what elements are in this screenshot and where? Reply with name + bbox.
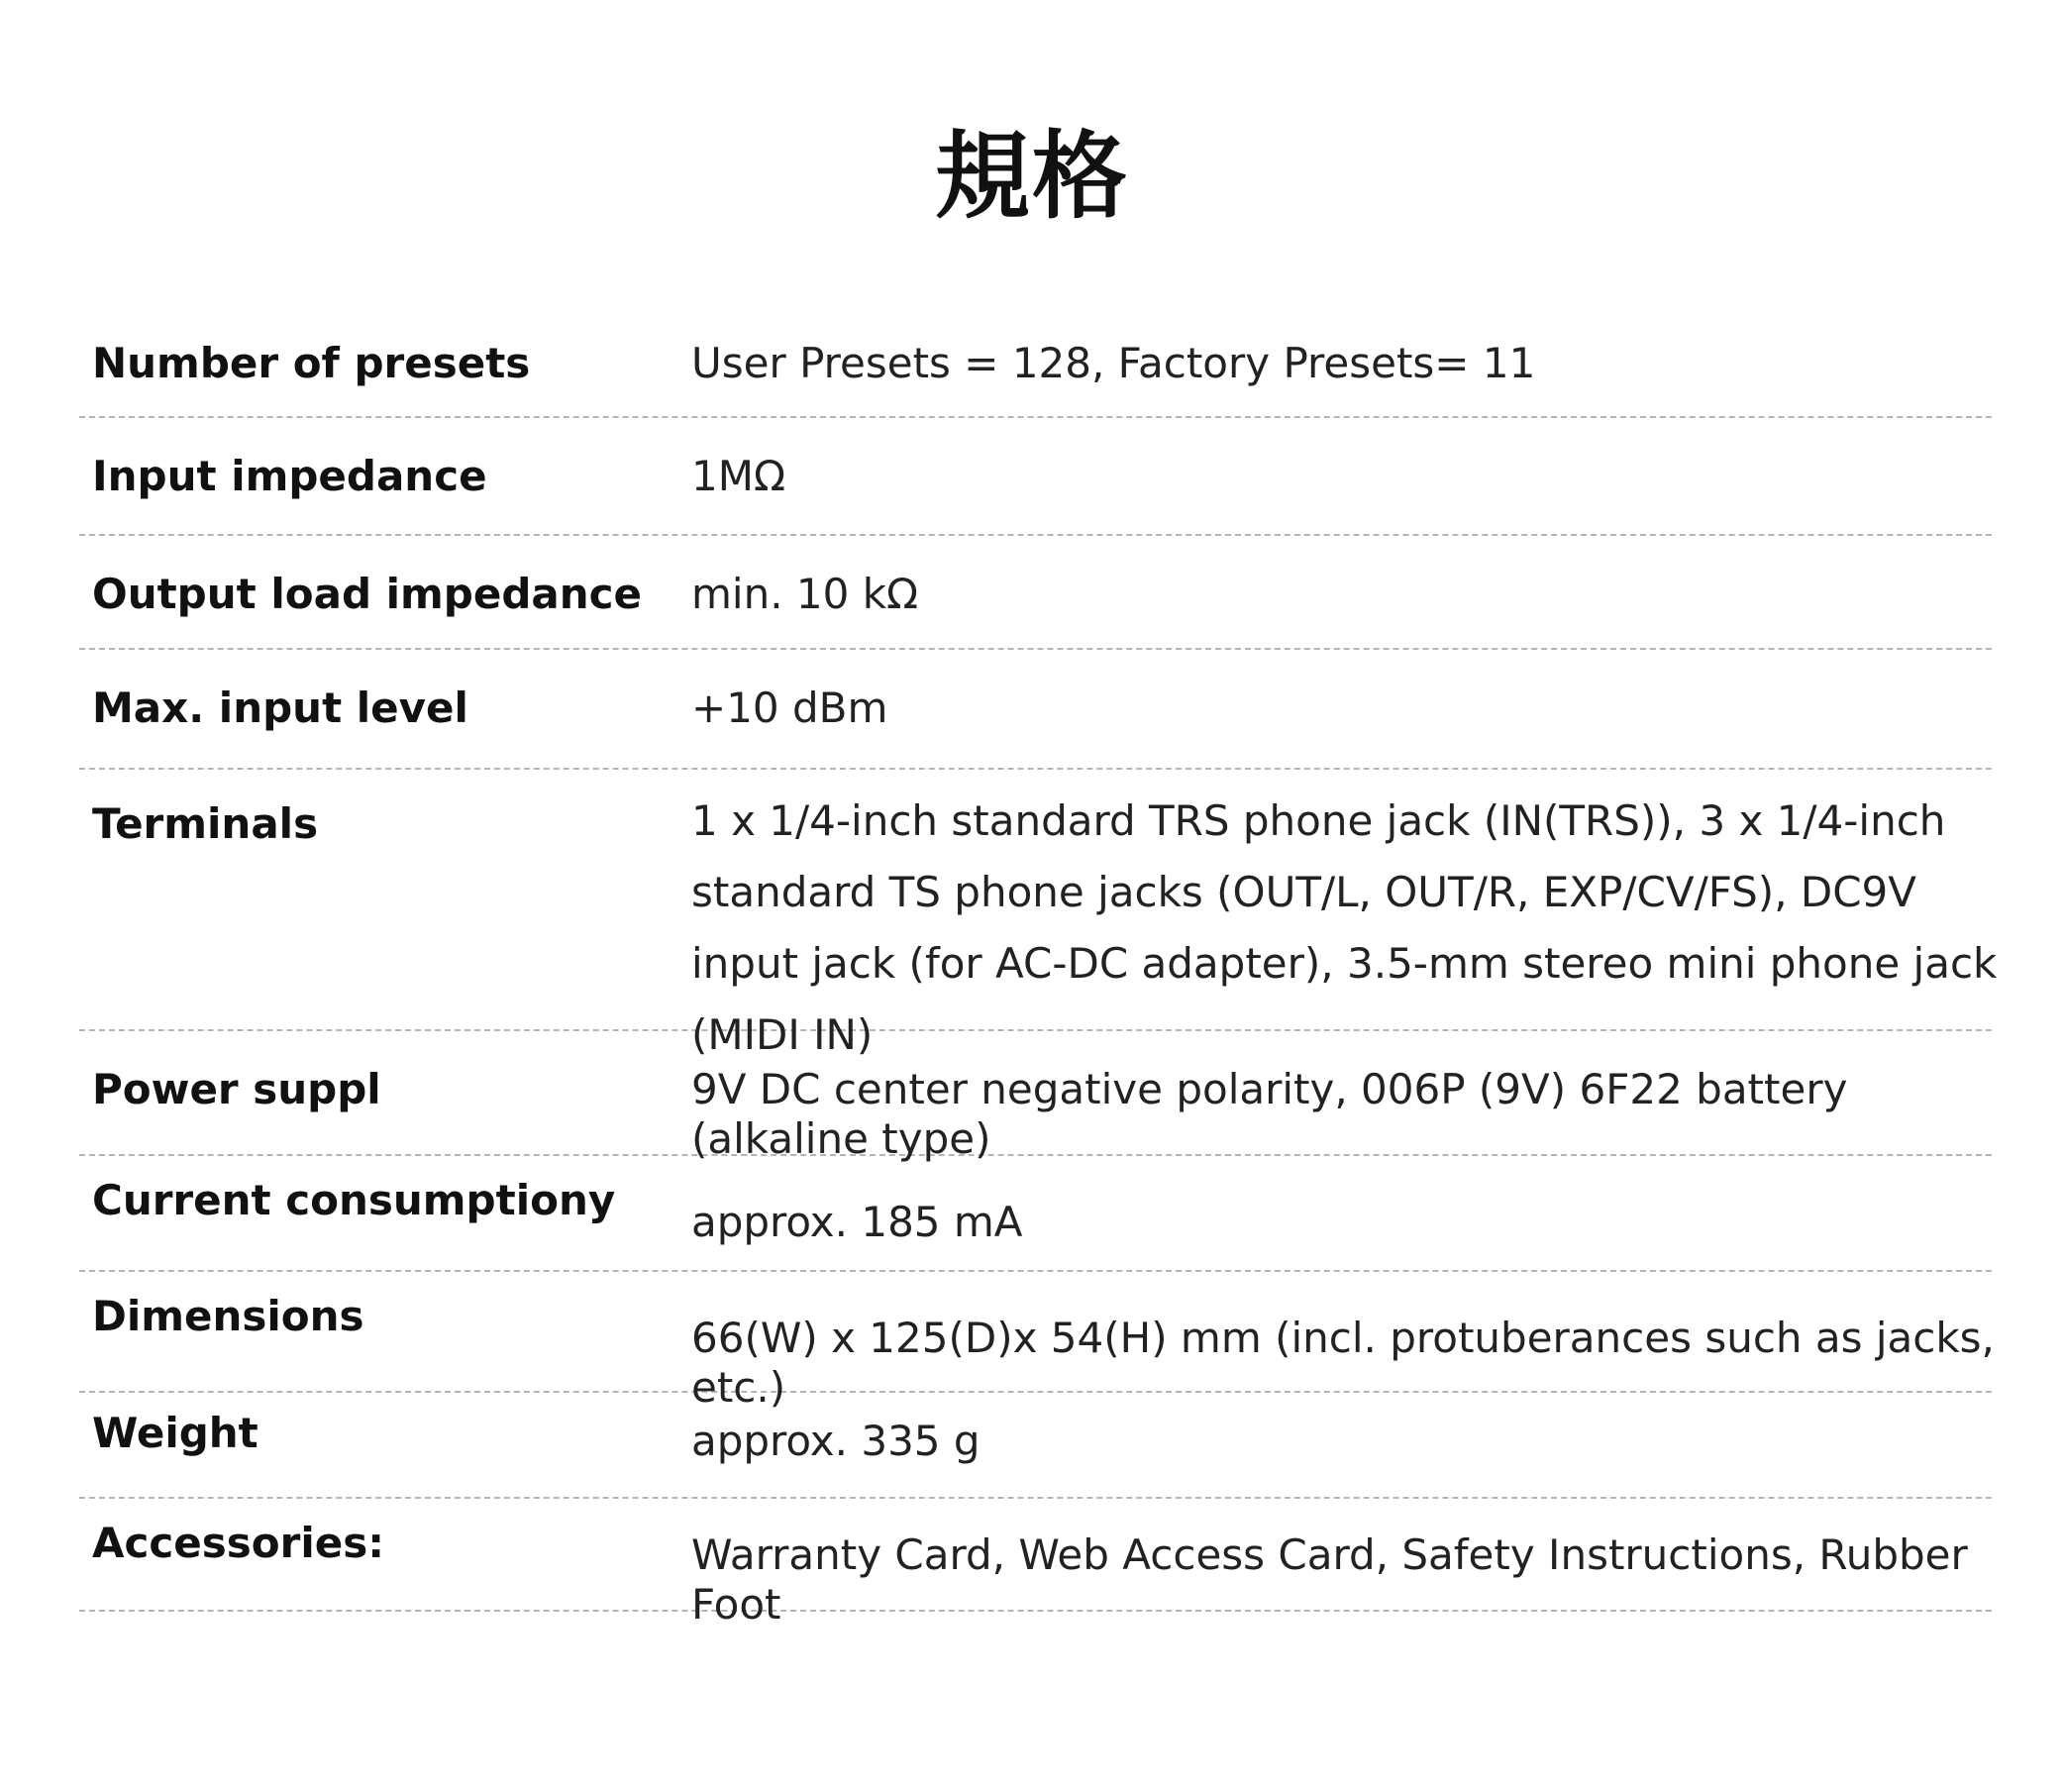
spec-label: Number of presets: [92, 339, 531, 387]
spec-value: User Presets = 128, Factory Presets= 11: [691, 339, 1536, 387]
spec-label: Output load impedance: [92, 570, 643, 618]
spec-value: 1 x 1/4-inch standard TRS phone jack (IN(TRS)), 3 x 1/4-inch standard TS phone jacks (OUT/L, OUT/R, EXP/CV/FS), DC9V input jack (for AC-DC adapter), 3.5-mm stereo mini phone jack (MIDI IN): [691, 796, 1998, 1059]
spec-label: Accessories:: [92, 1519, 385, 1567]
spec-row-accessories: [79, 1499, 1992, 1630]
spec-label: Weight: [92, 1409, 258, 1457]
spec-value: approx. 185 mA: [691, 1198, 1023, 1246]
spec-label: Current consumptiony: [92, 1176, 616, 1224]
spec-row-current-consumption: [79, 1156, 1992, 1272]
spec-value: 1MΩ: [691, 452, 786, 500]
spec-label: Input impedance: [92, 452, 487, 500]
spec-row-input-impedance: [79, 418, 1992, 536]
spec-row-number-of-presets: [79, 307, 1992, 418]
spec-value: 66(W) x 125(D)x 54(H) mm (incl. protuberances such as jacks, etc.): [691, 1314, 1995, 1413]
page-title: 規格: [935, 121, 1129, 232]
spec-value: 9V DC center negative polarity, 006P (9V) 6F22 battery (alkaline type): [691, 1065, 1848, 1164]
spec-value: min. 10 kΩ: [691, 570, 919, 618]
spec-row-power-supply: [79, 1031, 1992, 1164]
spec-table: [79, 307, 1998, 1630]
spec-row-dimensions: [79, 1272, 1995, 1413]
spec-row-max-input-level: [79, 650, 1992, 770]
spec-label: Max. input level: [92, 684, 468, 732]
spec-row-output-load-impedance: [79, 536, 1992, 650]
spec-row-terminals: [79, 770, 1998, 1059]
spec-row-weight: [79, 1393, 1992, 1499]
spec-value: +10 dBm: [691, 684, 888, 732]
spec-label: Terminals: [92, 799, 319, 848]
spec-value: approx. 335 g: [691, 1417, 980, 1465]
spec-label: Power suppl: [92, 1065, 381, 1113]
spec-value: Warranty Card, Web Access Card, Safety Instructions, Rubber Foot: [691, 1530, 1968, 1630]
spec-label: Dimensions: [92, 1292, 364, 1340]
